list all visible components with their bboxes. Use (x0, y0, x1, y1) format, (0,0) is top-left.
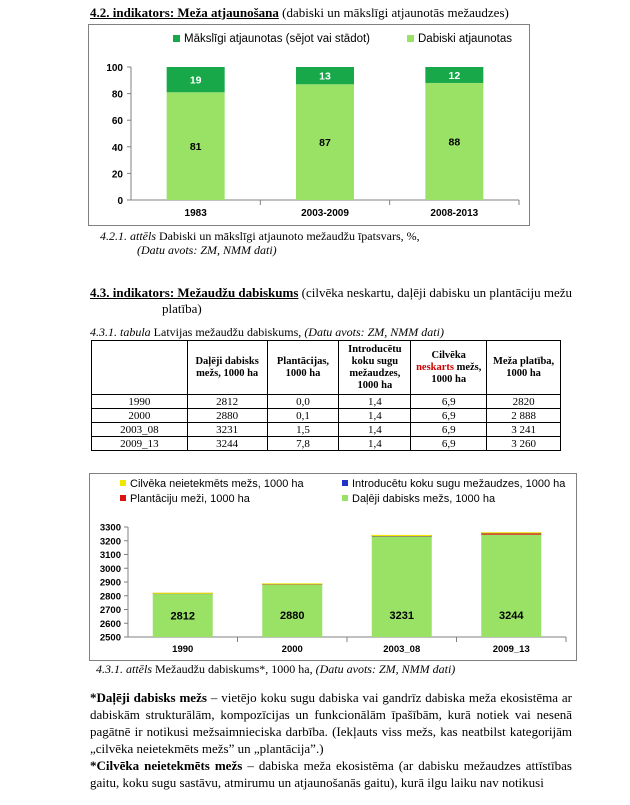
table-cell: 1,4 (339, 409, 411, 423)
legend-label: Daļēji dabisks mežs, 1000 ha (352, 493, 496, 505)
chart-forest-naturalness (89, 473, 577, 661)
definition-semi-natural-text: – vietējo koku sugu dabiska vai gandrīz dabiska meža ekosistēma ar dabiskām strukturālām, kompozīcijas un funkcionālām īpašībām, kurā notiek vai nesenā pagātnē ir notikusi mežsaimnieciska darbība. (Iekļauts viss mežs, kas neatbilst kategorijām „cilvēka neietekmēts mežs” un „plantācija”.) (90, 690, 572, 756)
data-label: 3231 (389, 610, 414, 622)
y-tick-label: 20 (111, 169, 123, 181)
figure-4-2-1-text: Dabiski un mākslīgi atjaunoto mežaudžu īpatsvars, %, (156, 229, 420, 243)
x-tick-label: 2000 (281, 644, 303, 655)
legend-swatch (173, 35, 180, 42)
y-tick-label: 80 (111, 89, 123, 101)
y-tick-label: 3000 (99, 563, 121, 575)
y-tick-label: 3300 (99, 522, 121, 534)
data-label: 88 (448, 136, 461, 149)
table-cell: 2009_13 (92, 437, 188, 451)
legend-swatch (120, 480, 126, 486)
figure-4-2-1-source: (Datu avots: ZM, NMM dati) (137, 243, 277, 257)
table-cell: 0,0 (267, 395, 339, 409)
y-tick-label: 2600 (99, 618, 121, 630)
bar-segment (481, 534, 541, 535)
table-row (92, 409, 561, 423)
x-tick-label: 2003_08 (383, 644, 421, 655)
x-tick-label: 1990 (172, 644, 194, 655)
table-cell: 1990 (92, 395, 188, 409)
table-header-forest-area: Meža platība, 1000 ha (487, 341, 561, 395)
legend-swatch (342, 480, 348, 486)
table-cell: 1,4 (339, 395, 411, 409)
indicator-4-3-subtitle: (cilvēka neskartu, daļēji dabisku un plantāciju mežu (298, 285, 573, 300)
table-cell: 2820 (487, 395, 561, 409)
forest-naturalness-table (91, 340, 561, 451)
data-label: 19 (189, 74, 202, 87)
indicator-4-3-subtitle-line2: platība) (162, 301, 202, 316)
definition-semi-natural-term: *Daļēji dabisks mežs (90, 690, 207, 705)
figure-4-3-1-source: (Datu avots: ZM, NMM dati) (315, 662, 456, 676)
y-tick-label: 100 (106, 63, 123, 74)
data-label: 12 (448, 69, 461, 82)
table-cell: 2880 (187, 409, 267, 423)
figure-4-3-1-number: 4.3.1. attēls (96, 662, 152, 676)
table-cell: 3244 (187, 437, 267, 451)
indicator-4-2-heading (90, 5, 509, 21)
table-4-3-1-number: 4.3.1. tabula (90, 325, 151, 339)
definition-undisturbed (90, 757, 572, 791)
bar-segment (481, 532, 541, 533)
definition-undisturbed-text: – dabiska meža ekosistēma (ar dabisku mežaudzes attīstības gaitu, koku sugu sastāvu, atmirumu un atjaunošanās gaitu), kurā ilgu laiku nav notikusi (90, 758, 572, 790)
figure-4-3-1-text: Mežaudžu dabiskums*, 1000 ha, (152, 662, 316, 676)
table-cell: 3231 (187, 423, 267, 437)
table-cell: 3 260 (487, 437, 561, 451)
y-tick-label: 2800 (99, 591, 121, 603)
chart-forest-regeneration-svg (89, 25, 529, 225)
indicator-4-3-title: 4.3. indikators: Mežaudžu dabiskums (90, 285, 299, 300)
bar-segment (153, 593, 213, 594)
table-cell: 1,4 (339, 423, 411, 437)
table-cell: 6,9 (411, 423, 487, 437)
definition-semi-natural (90, 689, 572, 757)
chart-forest-regeneration (88, 24, 530, 226)
y-tick-label: 2900 (99, 577, 121, 589)
table-header-year (92, 341, 188, 395)
table-cell: 2000 (92, 409, 188, 423)
table-header-semi-natural: Daļēji dabisks mežs, 1000 ha (187, 341, 267, 395)
table-4-3-1-caption (90, 325, 444, 340)
x-tick-label: 1983 (184, 208, 207, 219)
table-cell: 1,4 (339, 437, 411, 451)
y-tick-label: 3100 (99, 550, 121, 561)
indicator-4-2-subtitle: (dabiski un mākslīgi atjaunotās mežaudzes) (278, 5, 509, 20)
table-header-row (92, 341, 561, 395)
table-row (92, 437, 561, 451)
legend-swatch (407, 35, 414, 42)
table-cell: 7,8 (267, 437, 339, 451)
indicator-4-2-title: 4.2. indikators: Meža atjaunošana (90, 5, 279, 20)
table-header-undisturbed (411, 341, 487, 395)
table-header-plantations: Plantācijas, 1000 ha (267, 341, 339, 395)
y-tick-label: 2500 (99, 632, 121, 644)
bar-segment (372, 535, 432, 536)
y-tick-label: 0 (117, 196, 123, 207)
table-row (92, 423, 561, 437)
table-body (92, 395, 561, 451)
y-tick-label: 2700 (99, 605, 121, 616)
legend-label: Cilvēka neietekmēts mežs, 1000 ha (130, 478, 304, 490)
x-tick-label: 2009_13 (492, 644, 530, 655)
table-cell: 0,1 (267, 409, 339, 423)
data-label: 2812 (170, 610, 195, 623)
legend-label: Mākslīgi atjaunotas (sējot vai stādot) (184, 33, 371, 45)
table-4-3-1-text: Latvijas mežaudžu dabiskums, (150, 325, 305, 339)
table-header-undisturbed-tail: mežs, 1000 ha (431, 361, 482, 385)
y-tick-label: 60 (111, 116, 123, 128)
figure-4-2-1-number: 4.2.1. attēls (100, 229, 156, 243)
table-cell: 2812 (187, 395, 267, 409)
table-cell: 2003_08 (92, 423, 188, 437)
legend-swatch (120, 495, 126, 501)
x-tick-label: 2003-2009 (301, 208, 349, 219)
figure-4-2-1-caption (100, 229, 420, 244)
table-cell: 6,9 (411, 395, 487, 409)
table-row (92, 395, 561, 409)
data-label: 87 (319, 137, 331, 150)
legend-label: Plantāciju meži, 1000 ha (130, 493, 250, 505)
legend-label: Dabiski atjaunotas (418, 33, 512, 45)
data-label: 13 (319, 70, 331, 83)
x-tick-label: 2008-2013 (430, 208, 479, 219)
table-cell: 2 888 (487, 409, 561, 423)
table-header-undisturbed-red: neskarts (416, 361, 454, 373)
legend-label: Introducētu koku sugu mežaudzes, 1000 ha (352, 478, 566, 490)
data-label: 81 (189, 141, 202, 154)
data-label: 3244 (499, 610, 524, 622)
table-cell: 1,5 (267, 423, 339, 437)
table-cell: 3 241 (487, 423, 561, 437)
table-cell: 6,9 (411, 409, 487, 423)
table-header-introduced: Introducētu koku sugu mežaudzes, 1000 ha (339, 341, 411, 395)
chart-forest-naturalness-svg (90, 474, 576, 660)
table-header-undisturbed-prefix: Cilvēka (431, 349, 466, 361)
table-4-3-1-source: (Datu avots: ZM, NMM dati) (304, 325, 444, 339)
bar-segment (262, 583, 322, 584)
definition-undisturbed-term: *Cilvēka neietekmēts mežs (90, 758, 243, 773)
y-tick-label: 40 (111, 142, 123, 154)
indicator-4-3-heading (90, 285, 580, 317)
legend-swatch (342, 495, 348, 501)
figure-4-3-1-caption (96, 662, 455, 677)
table-cell: 6,9 (411, 437, 487, 451)
data-label: 2880 (280, 610, 305, 622)
y-tick-label: 3200 (99, 536, 121, 548)
